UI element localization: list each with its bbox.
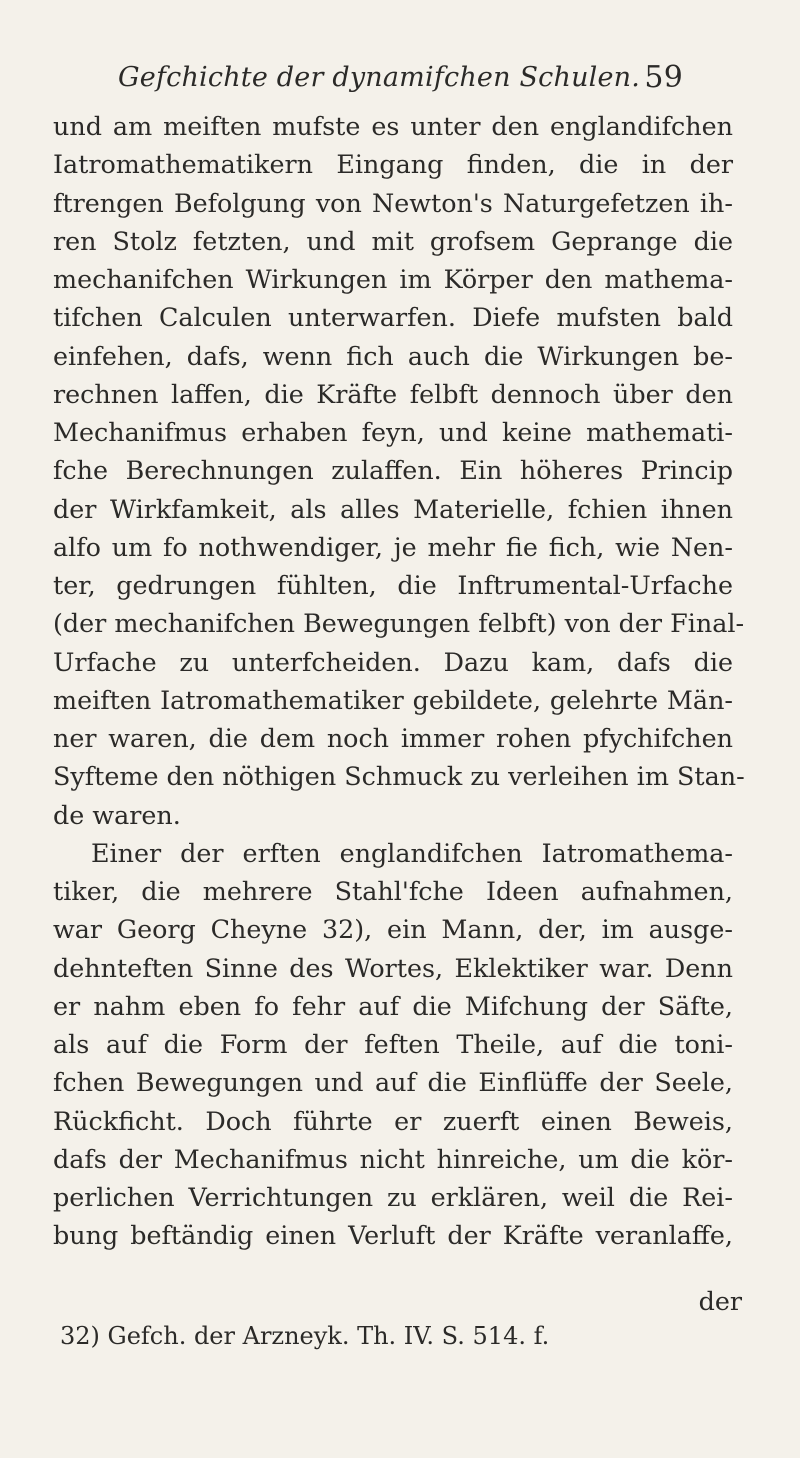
text-line: dafs der Mechanifmus nicht hinreiche, um die kör-	[53, 1143, 733, 1174]
text-line: Mechanifmus erhaben feyn, und keine mathemati-	[53, 417, 733, 447]
text-line: einfehen, dafs, wenn fich auch die Wirkungen be-	[53, 340, 733, 371]
paragraph-2	[53, 834, 733, 1255]
footnote: 32) Gefch. der Arzneyk. Th. IV. S. 514. f.	[60, 1322, 550, 1350]
text-line: ter, gedrungen fühlten, die Inftrumental-Urfache	[53, 570, 733, 600]
text-line: Urfache zu unterfcheiden. Dazu kam, dafs die	[53, 646, 733, 677]
text-line: der Wirkfamkeit, als alles Materielle, fchien ihnen	[53, 493, 733, 524]
running-title: Gefchichte der dynamifchen Schulen.	[118, 62, 641, 93]
body-text	[53, 107, 745, 1255]
paragraph-1	[53, 107, 745, 834]
text-line: alfo um fo nothwendiger, je mehr fie fich, wie Nen-	[53, 531, 733, 562]
text-line: mechanifchen Wirkungen im Körper den mathema-	[53, 264, 733, 294]
text-line: er nahm eben fo fehr auf die Mifchung der Säfte,	[53, 990, 733, 1021]
text-line: tifchen Calculen unterwarfen. Diefe mufsten bald	[53, 302, 733, 333]
text-line: und am meiften mufste es unter den englandifchen	[53, 111, 733, 141]
text-line: meiften Iatromathematiker gebildete, gelehrte Män-	[53, 684, 733, 715]
text-line: dehnteften Sinne des Wortes, Eklektiker war. Denn	[53, 952, 733, 983]
page-number: 59	[644, 60, 683, 95]
text-line: ren Stolz fetzten, und mit grofsem Geprange die	[53, 225, 733, 256]
text-line: (der mechanifchen Bewegungen felbft) von der Final-	[53, 608, 745, 639]
text-line: war Georg Cheyne 32), ein Mann, der, im ausge-	[53, 914, 733, 945]
text-line: Syfteme den nöthigen Schmuck zu verleihen im Stan-	[53, 761, 745, 792]
text-line: de waren.	[53, 799, 181, 830]
text-line: als auf die Form der feften Theile, auf die toni-	[53, 1029, 733, 1059]
text-line: fche Berechnungen zulaffen. Ein höheres Princip	[53, 455, 733, 486]
text-line: Einer der erften englandifchen Iatromathema-	[91, 837, 733, 868]
text-line: Iatromathematikern Eingang finden, die in der	[53, 149, 733, 180]
text-line: tiker, die mehrere Stahl'fche Ideen aufnahmen,	[53, 876, 733, 906]
catchword: der	[698, 1286, 742, 1316]
text-line: ftrengen Befolgung von Newton's Naturgefetzen ih-	[53, 187, 733, 218]
text-line: rechnen laffen, die Kräfte felbft dennoch über den	[53, 378, 733, 409]
text-line: ner waren, die dem noch immer rohen pfychifchen	[53, 723, 733, 753]
text-line: perlichen Verrichtungen zu erklären, weil die Rei-	[53, 1182, 733, 1212]
text-line: bung beftändig einen Verluft der Kräfte veranlaffe,	[53, 1220, 733, 1251]
text-line: Rückficht. Doch führte er zuerft einen Beweis,	[53, 1105, 733, 1136]
text-line: fchen Bewegungen und auf die Einflüffe der Seele,	[53, 1067, 733, 1098]
